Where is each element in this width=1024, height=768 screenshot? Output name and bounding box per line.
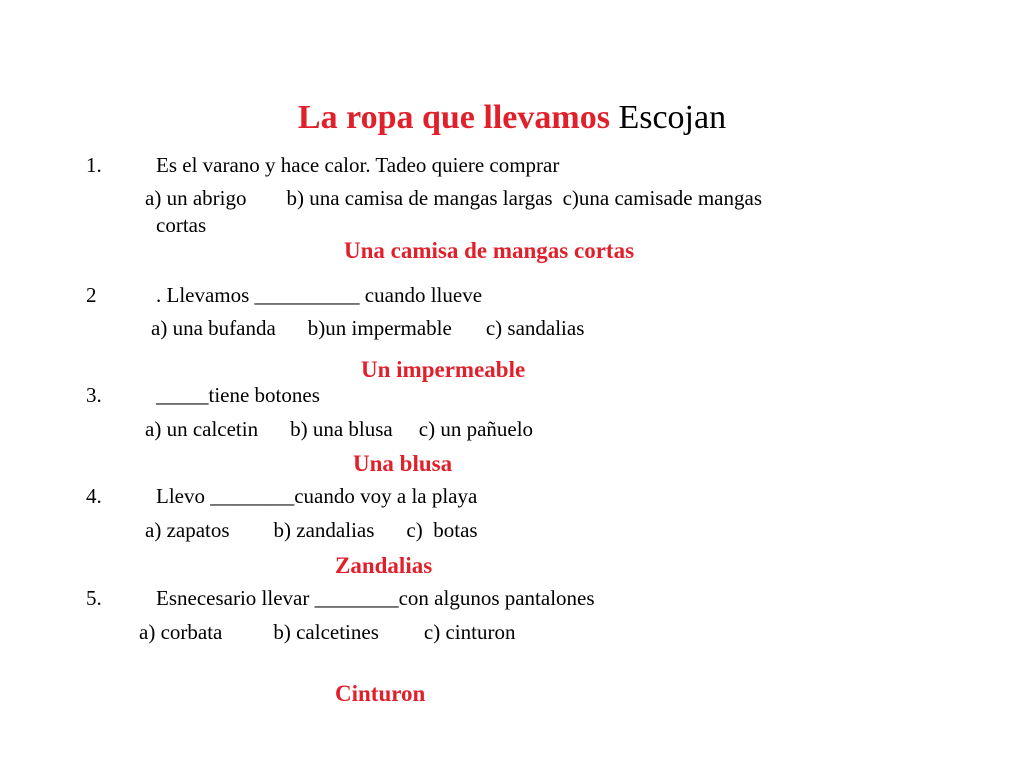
question-1-answer: Una camisa de mangas cortas [344,238,635,263]
question-4-options [145,517,478,543]
slide-title [0,96,1024,140]
option-b: b) una blusa [290,417,393,441]
option-a: a) una bufanda [151,316,276,340]
option-b: b) calcetines [273,620,379,644]
question-3-text: _____tiene botones [156,383,320,407]
option-b: b)un impermable [307,316,452,340]
question-1-text: Es el varano y hace calor. Tadeo quiere comprar [156,153,560,177]
option-a: a) un calcetin [145,417,259,441]
question-1-options-wrap: cortas [156,213,207,237]
option-c: c) botas [406,518,478,542]
question-5-answer: Cinturon [335,681,426,706]
question-2-number: 2 [86,283,97,307]
option-a: a) zapatos [145,518,230,542]
title-instruction: Escojan [618,99,727,136]
question-2-options [151,315,584,341]
question-4-text: Llevo ________cuando voy a la playa [156,484,478,508]
question-2-answer: Un impermeable [361,357,526,382]
option-c: c)una camisade mangas [562,186,762,210]
question-5-text: Esnecesario llevar ________con algunos pantalones [156,586,595,610]
question-4-answer: Zandalias [335,553,433,578]
option-b: b) zandalias [273,518,375,542]
question-3-options [145,416,533,442]
question-1-number: 1. [86,153,102,177]
question-3-number: 3. [86,383,102,407]
option-a: a) corbata [139,620,223,644]
option-c: c) sandalias [485,316,585,340]
question-5-number: 5. [86,586,102,610]
option-a: a) un abrigo [145,186,247,210]
question-2-text: . Llevamos __________ cuando llueve [156,283,483,307]
option-b: b) una camisa de mangas largas [286,186,553,210]
question-5-options [139,619,515,645]
title-main: La ropa que llevamos [297,99,610,136]
question-3-answer: Una blusa [353,451,453,476]
option-c: c) un pañuelo [418,417,534,441]
question-1-options [145,185,762,211]
question-4-number: 4. [86,484,102,508]
option-c: c) cinturon [423,620,516,644]
